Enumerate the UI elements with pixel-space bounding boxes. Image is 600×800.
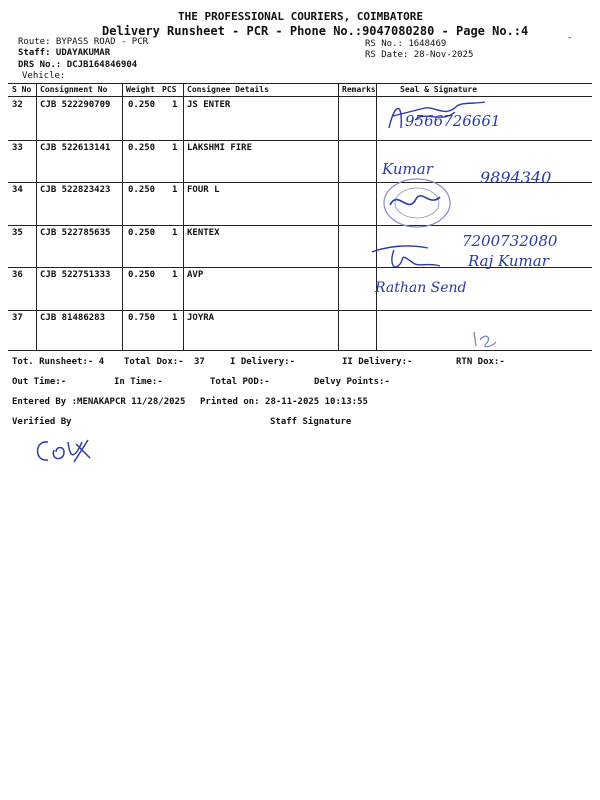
staff-signature-label: Staff Signature — [270, 417, 352, 427]
staff-label: Staff: UDAYAKUMAR — [18, 48, 111, 58]
row-pcs: 1 — [172, 143, 178, 153]
row-divider — [8, 310, 592, 311]
ii-delivery: II Delivery:- — [342, 357, 413, 367]
column-divider — [183, 83, 184, 350]
row-sno: 35 — [12, 228, 23, 238]
row-sno: 32 — [12, 100, 23, 110]
row-weight: 0.250 — [128, 185, 156, 195]
handwritten-phone: 9894340 — [480, 168, 552, 187]
row-pcs: 1 — [172, 185, 178, 195]
vehicle-label: Vehicle: — [22, 71, 66, 81]
handwritten-phone: 7200732080 — [462, 232, 558, 250]
seal-stamp — [380, 175, 455, 235]
printed-on: Printed on: 28-11-2025 10:13:55 — [200, 397, 368, 407]
handwritten-name: Kumar — [382, 160, 433, 178]
col-header-remarks: Remarks — [342, 85, 376, 94]
row-pcs: 1 — [172, 228, 178, 238]
handwritten-note: Rathan Send — [375, 280, 467, 296]
row-consignment: CJB 522785635 — [40, 228, 111, 238]
corner-mark: - — [567, 33, 573, 43]
delivery-points: Delvy Points:- — [314, 377, 390, 387]
column-divider — [338, 83, 339, 350]
col-header-consignment: Consignment No — [40, 85, 108, 94]
row-weight: 0.250 — [128, 270, 156, 280]
handwritten-phone: 9566726661 — [405, 112, 501, 130]
row-divider — [8, 140, 592, 141]
row-weight: 0.750 — [128, 313, 156, 323]
route-label: Route: BYPASS ROAD - PCR — [18, 37, 149, 47]
total-runsheet: Tot. Runsheet:- 4 — [12, 357, 105, 367]
row-pcs: 1 — [172, 270, 178, 280]
row-consignment: CJB 81486283 — [40, 313, 106, 323]
col-header-sno: S No — [12, 85, 32, 94]
row-consignee: FOUR L — [187, 185, 220, 195]
row-consignment: CJB 522751333 — [40, 270, 111, 280]
row-sno: 34 — [12, 185, 23, 195]
signature-row-37 — [470, 328, 500, 350]
row-pcs: 1 — [172, 313, 178, 323]
total-dox-label: Total Dox:- — [124, 357, 184, 367]
row-weight: 0.250 — [128, 100, 156, 110]
row-sno: 36 — [12, 270, 23, 280]
row-weight: 0.250 — [128, 228, 156, 238]
row-consignee: AVP — [187, 270, 204, 280]
row-consignment: CJB 522823423 — [40, 185, 111, 195]
table-bottom-border — [8, 350, 592, 351]
rtn-dox: RTN Dox:- — [456, 357, 505, 367]
out-time: Out Time:- — [12, 377, 67, 387]
row-pcs: 1 — [172, 100, 178, 110]
verified-by-label: Verified By — [12, 417, 72, 427]
table-top-border — [8, 83, 592, 84]
signature-row-35 — [368, 240, 448, 275]
total-pod: Total POD:- — [210, 377, 270, 387]
rs-number: RS No.: 1648469 — [365, 39, 447, 49]
col-header-signature: Seal & Signature — [400, 85, 478, 94]
row-sno: 37 — [12, 313, 23, 323]
rs-date: RS Date: 28-Nov-2025 — [365, 50, 474, 60]
row-divider — [8, 225, 592, 226]
row-consignee: KENTEX — [187, 228, 220, 238]
entered-by: Entered By :MENAKAPCR 11/28/2025 — [12, 397, 186, 407]
runsheet-title: Delivery Runsheet - PCR - Phone No.:9047080280 - Page No.:4 — [102, 24, 529, 38]
row-weight: 0.250 — [128, 143, 156, 153]
col-header-consignee: Consignee Details — [187, 85, 269, 94]
i-delivery: I Delivery:- — [230, 357, 296, 367]
in-time: In Time:- — [114, 377, 163, 387]
drs-number: DRS No.: DCJB164846904 — [18, 60, 138, 70]
column-divider — [122, 83, 123, 350]
row-consignment: CJB 522613141 — [40, 143, 111, 153]
company-name: THE PROFESSIONAL COURIERS, COIMBATORE — [178, 10, 424, 23]
verifier-signature — [30, 432, 100, 472]
column-divider — [36, 83, 37, 350]
col-header-pcs: PCS — [162, 85, 177, 94]
row-consignment: CJB 522290709 — [40, 100, 111, 110]
total-dox-value: 37 — [194, 357, 205, 367]
row-consignee: JS ENTER — [187, 100, 231, 110]
row-consignee: LAKSHMI FIRE — [187, 143, 253, 153]
row-sno: 33 — [12, 143, 23, 153]
table-header-border — [8, 96, 592, 97]
col-header-weight: Weight — [126, 85, 155, 94]
handwritten-name: Raj Kumar — [468, 252, 549, 270]
row-consignee: JOYRA — [187, 313, 215, 323]
column-divider — [376, 83, 377, 350]
